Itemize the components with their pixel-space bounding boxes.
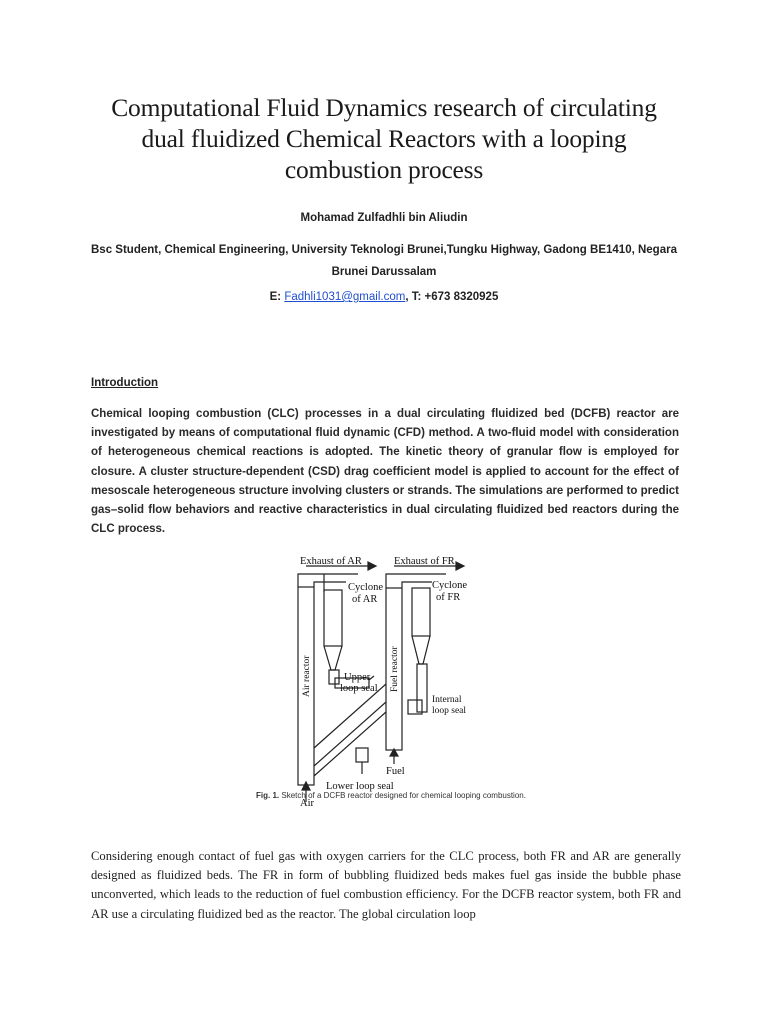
diagonal-pipe-bottom bbox=[314, 712, 386, 776]
section-heading-introduction: Introduction bbox=[91, 377, 159, 389]
cyclone-fr-cone bbox=[412, 636, 430, 664]
ar-riser-return bbox=[314, 582, 346, 587]
exhaust-fr-arrowhead bbox=[456, 562, 464, 570]
introduction-paragraph: Chemical looping combustion (CLC) processes in a dual circulating fluidized bed (DCFB) reactor are investigated by means of computational fluid dynamic (CFD) method. A two-fluid model with consideration of heterogeneous chemical reactions is adopted. The kinetic theory of granular flow is employed for closure. A cluster structure-dependent (CSD) drag coefficient model is applied to account for the effect of mesoscale heterogeneous structure involving clusters or strands. The simulations are performed to predict gas–solid flow behaviors and reactive characteristics in dual circulating fluidized bed reactors during the CLC process. bbox=[91, 408, 679, 536]
figure-caption bbox=[236, 791, 546, 800]
upper-loop-seal-leg bbox=[329, 670, 339, 684]
label-cyclone-ar-1: Cyclone bbox=[348, 582, 383, 593]
air-inlet-arrowhead bbox=[302, 782, 310, 790]
label-exhaust-ar: Exhaust of AR bbox=[300, 556, 362, 567]
author-affiliation: Bsc Student, Chemical Engineering, University Teknologi Brunei,Tungku Highway, Gadong BE1410, Negara Brunei Darussalam bbox=[91, 244, 677, 278]
label-exhaust-fr: Exhaust of FR bbox=[394, 556, 455, 567]
label-cyclone-ar-2: of AR bbox=[352, 594, 378, 605]
cyclone-ar-cone bbox=[324, 646, 342, 670]
label-fuel-reactor: Fuel reactor bbox=[390, 646, 400, 692]
label-internal-seal-2: loop seal bbox=[432, 706, 467, 716]
author-contact bbox=[0, 291, 768, 303]
label-lower-seal: Lower loop seal bbox=[326, 781, 394, 792]
lower-loop-seal bbox=[356, 748, 368, 762]
label-upper-seal-1: Upper bbox=[344, 672, 371, 683]
exhaust-ar-arrowhead bbox=[368, 562, 376, 570]
diagonal-pipe-top bbox=[314, 702, 386, 766]
email-link[interactable]: Fadhli1031@gmail.com bbox=[284, 291, 406, 303]
figure-caption-text: Sketch of a DCFB reactor designed for chemical looping combustion. bbox=[281, 791, 526, 800]
dcfb-reactor-sketch bbox=[236, 552, 546, 808]
label-cyclone-fr-2: of FR bbox=[436, 592, 461, 603]
email-prefix: E: bbox=[269, 291, 285, 303]
author-name: Mohamad Zulfadhli bin Aliudin bbox=[300, 212, 468, 224]
cyclone-fr-body bbox=[412, 588, 430, 636]
label-upper-seal-2: loop seal bbox=[340, 683, 378, 694]
label-air-reactor: Air reactor bbox=[302, 655, 312, 697]
cyclone-ar-body bbox=[324, 590, 342, 646]
label-internal-seal-1: Internal bbox=[432, 695, 462, 705]
reactor-figure bbox=[236, 552, 546, 808]
body-paragraph-2: Considering enough contact of fuel gas with oxygen carriers for the CLC process, both FR and AR are generally designed as fluidized beds. The FR in form of bubbling fluidized beds makes fuel gas inside the bubble phase unconverted, which leads to the reduction of fuel combustion efficiency. For the DCFB reactor system, both FR and AR use a circulating fluidized bed as the reactor. The global circulation loop bbox=[91, 849, 681, 921]
paper-title: Computational Fluid Dynamics research of circulating dual fluidized Chemical Reactors with a looping combustion process bbox=[111, 93, 657, 184]
fr-riser-return bbox=[402, 582, 432, 588]
label-air: Air bbox=[300, 798, 314, 808]
phone-number: , T: +673 8320925 bbox=[405, 291, 499, 303]
label-fuel: Fuel bbox=[386, 766, 405, 777]
label-cyclone-fr-1: Cyclone bbox=[432, 580, 467, 591]
figure-caption-label: Fig. 1. bbox=[256, 791, 280, 800]
